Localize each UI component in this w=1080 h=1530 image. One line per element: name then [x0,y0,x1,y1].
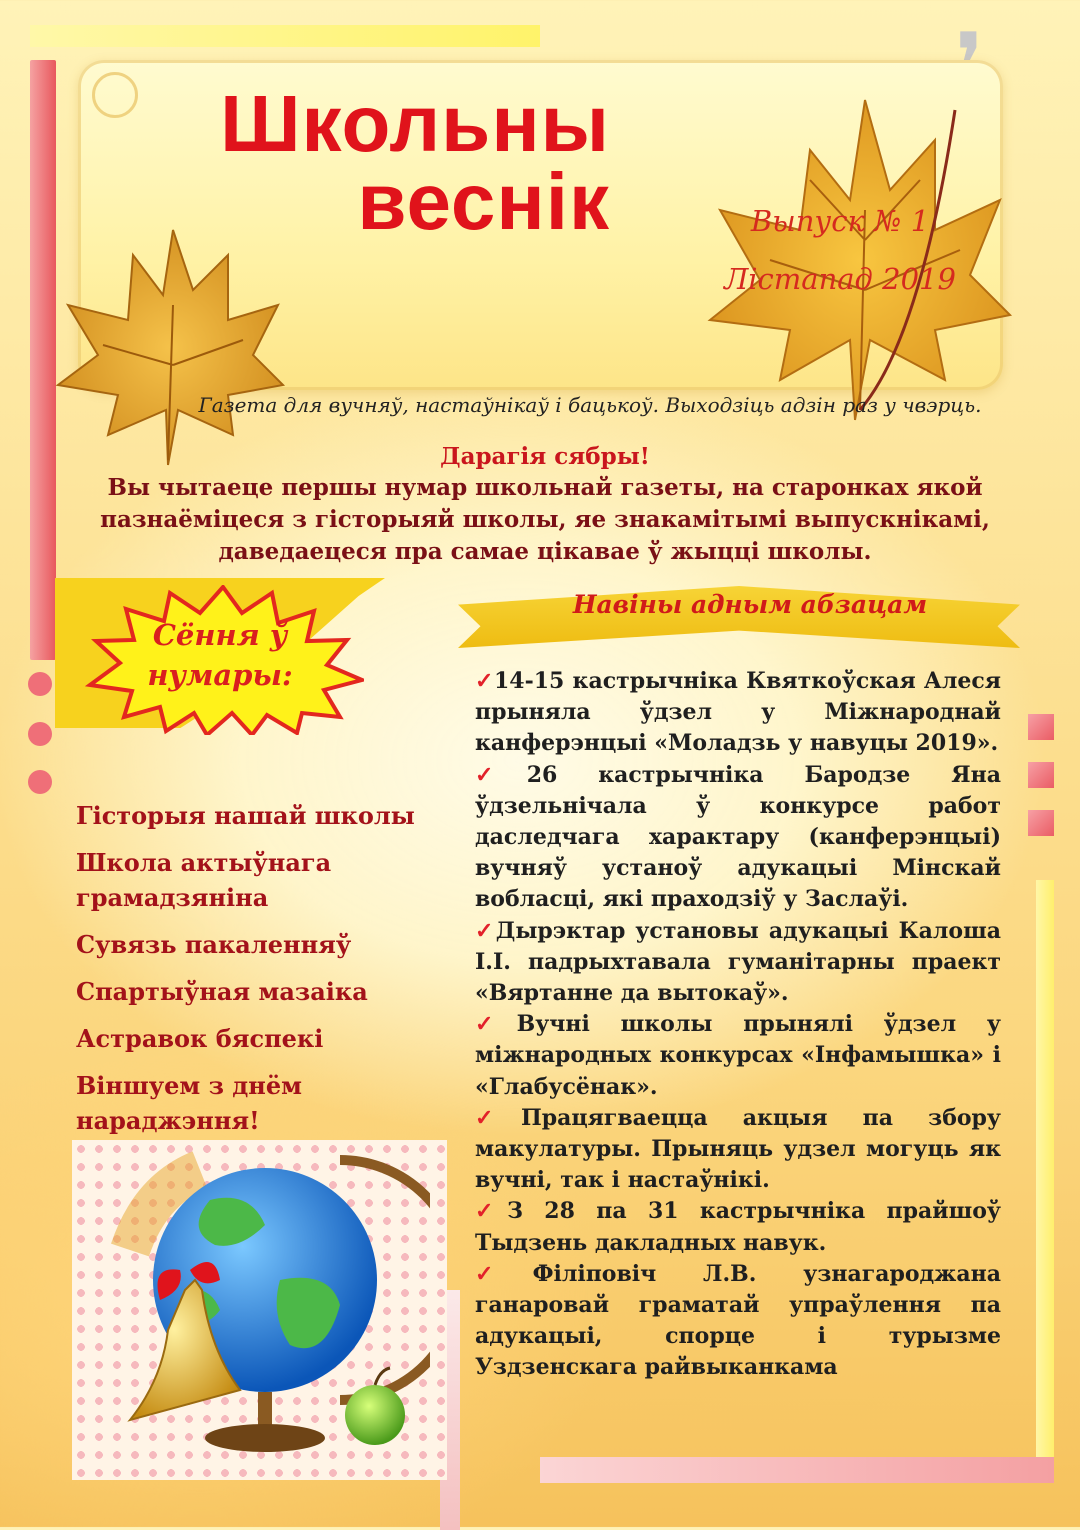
decor-dot [28,770,52,794]
checkmark-icon: ✓ [475,917,496,944]
decor-dot [28,672,52,696]
contents-heading-line-1: Сёння ў [152,618,288,652]
checkmark-icon: ✓ [475,1011,517,1038]
decor-square [1028,810,1054,836]
decor-dot [28,722,52,746]
contents-item: Сувязь пакаленняў [76,930,352,959]
maple-leaf-icon [48,225,288,475]
greeting-block [80,443,1010,568]
news-item: ✓Працягваецца акцыя па збору макулатуры. Прыняць удзел могуць як вучні, так і настаўнікі. [475,1104,1002,1194]
checkmark-icon: ✓ [475,668,494,694]
contents-heading-line-2: нумары: [147,658,293,692]
checkmark-icon: ✓ [475,1198,508,1225]
news-item: ✓З 28 па 31 кастрычніка прайшоў Тыдзень дакладных навук. [475,1198,1001,1256]
checkmark-icon: ✓ [475,1260,533,1287]
tagline: Газета для вучняў, настаўнікаў і бацькоў. Выходзіць адзін раз у чвэрць. [198,393,982,417]
right-decor-bar [1036,880,1054,1460]
news-item: ✓26 кастрычніка Бародзе Яна ўдзельнічала ў конкурсе работ даследчага характару (канферэнцыі) вучняў устаноў адукацыі Мінскай вобласці, які праходзіў у Заслаўі. [475,761,1001,913]
scroll-curl-decor [92,72,138,118]
title-line-2: веснік [357,157,610,246]
contents-item: Школа актыўнага грамадзяніна [76,848,332,912]
issue-number: Выпуск № 1 [750,204,930,238]
top-decor-bar [30,25,540,47]
bottom-decor-bar [540,1457,1054,1483]
news-item: ✓Дырэктар установы адукацыі Калоша І.І. падрыхтавала гуманітарны праект «Вяртанне да вытокаў». [475,917,1001,1007]
news-item: ✓14-15 кастрычніка Квяткоўская Алеся прыняла ўдзел у Міжнароднай канферэнцыі «Моладзь у навуцы 2019». [475,668,1001,757]
issue-info [715,192,965,308]
greeting-title: Дарагія сябры! [440,443,650,470]
decor-square [1028,762,1054,788]
contents-item: Спартыўная мазаіка [76,977,368,1006]
contents-heading [100,615,340,695]
news-heading: Навіны адным абзацам [572,590,928,619]
checkmark-icon: ✓ [475,761,527,788]
title-line-1: Школьны [220,79,610,168]
greeting-body: Вы чытаеце першы нумар школьнай газеты, на старонках якой пазнаёміцеся з гісторыяй школы, яе знакамітымі выпускнікамі, даведаецеся пра самае цікавае ў жыцці школы. [100,474,990,565]
contents-list [76,798,456,1150]
news-item: ✓Вучні школы прынялі ўдзел у міжнародных конкурсах «Інфамышка» і «Глабусёнак». [475,1011,1001,1100]
news-item: ✓Філіповіч Л.В. узнагароджана ганаровай граматай упраўлення па адукацыі, спорце і турызме Уздзенскага райвыканкама [475,1260,1002,1381]
contents-item: Віншуем з днём нараджэння! [76,1071,302,1135]
news-list [475,666,1001,1384]
newspaper-title [180,79,610,246]
issue-date: Лістапад 2019 [724,262,956,296]
contents-item: Гісторыя нашай школы [76,801,415,830]
globe-and-bell-icon [90,1130,430,1460]
checkmark-icon: ✓ [475,1104,521,1131]
decor-square [1028,714,1054,740]
contents-item: Астравок бяспекі [76,1024,324,1053]
